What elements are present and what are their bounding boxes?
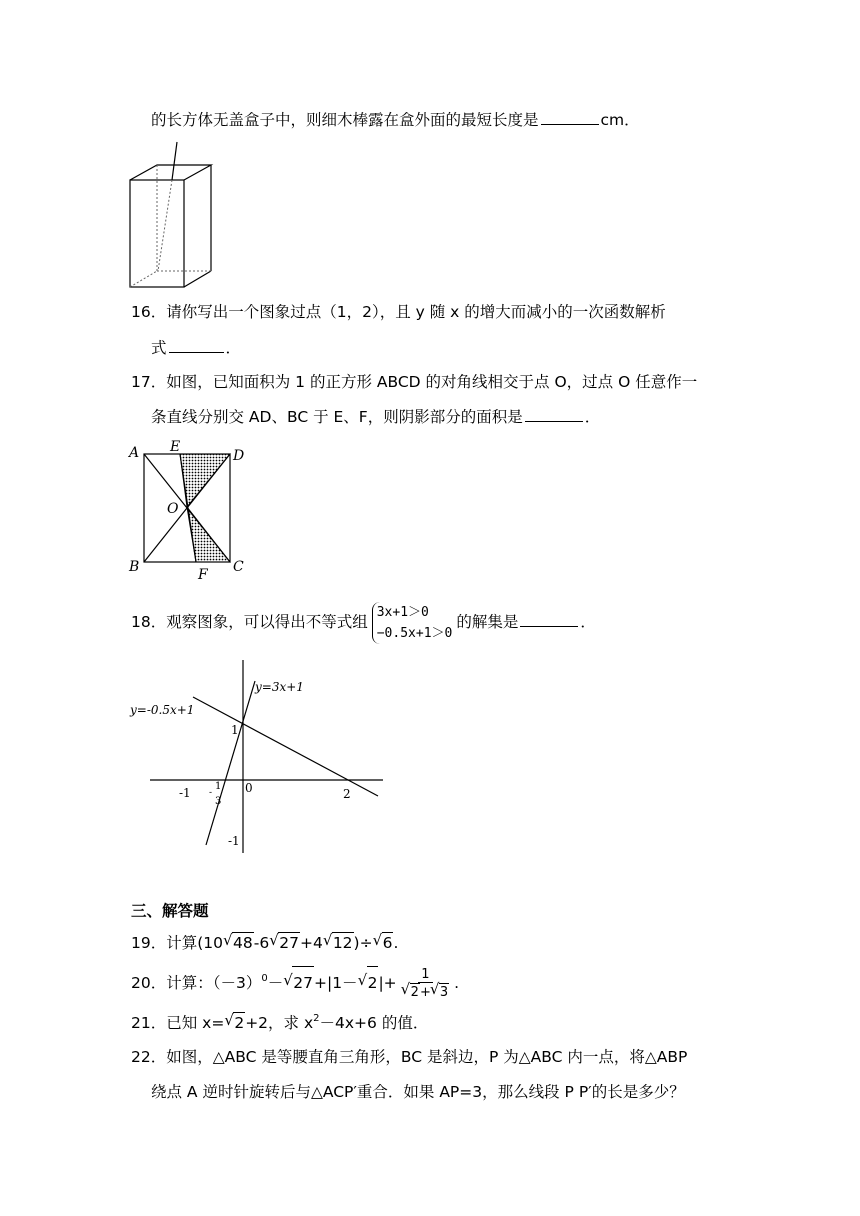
graph-figure <box>125 655 390 855</box>
tick-frac-num: 1 <box>215 781 222 792</box>
q20-exp: 0 <box>261 973 268 984</box>
q18-suffix: 的解集是 <box>456 613 519 631</box>
box-figure <box>125 140 220 290</box>
q20-prefix: 20．计算：（－3） <box>131 974 262 992</box>
sqrt-48: √ 48 <box>232 932 254 953</box>
q20-end: . <box>454 974 460 992</box>
q19-prefix: 19．计算 <box>131 934 198 952</box>
label-f: F <box>198 567 208 583</box>
answer-blank <box>169 338 224 353</box>
q21-exp: 2 <box>313 1013 320 1024</box>
q20-minus: － <box>267 974 284 992</box>
q19-mid2: +4 <box>299 934 323 952</box>
label-e: E <box>170 439 181 455</box>
fraction-denominator <box>399 983 452 1001</box>
tick-2: 2 <box>343 787 351 801</box>
line-label-05x: y=-0.5x+1 <box>130 703 195 717</box>
q19-open: (10 <box>197 934 224 952</box>
answer-blank <box>541 110 599 125</box>
label-a: A <box>129 445 140 461</box>
label-b: B <box>129 559 140 575</box>
inequality-system <box>372 602 453 644</box>
sqrt-12: √ 12 <box>332 932 354 953</box>
q21-suffix: －4x+6 的值． <box>319 1014 429 1032</box>
q18-prefix: 18．观察图象，可以得出不等式组 <box>131 613 368 631</box>
q22-line1: 22．如图，△ABC 是等腰直角三角形，BC 是斜边，P 为△ABC 内一点，将△ABP <box>131 1048 688 1066</box>
q19-mid1: -6 <box>253 934 270 952</box>
q20-abs-left: |1－ <box>326 974 358 992</box>
tick-minus-1: -1 <box>179 786 191 800</box>
inequality-2: −0.5x+1＞0 <box>376 625 453 641</box>
square-figure <box>125 438 255 583</box>
answer-blank <box>520 612 578 627</box>
q17-line2 <box>151 407 600 427</box>
sqrt-27: √ 27 <box>278 932 300 953</box>
label-o: O <box>167 501 179 517</box>
q21-prefix: 21．已知 x= <box>131 1014 225 1032</box>
tick-y-minus-1: -1 <box>228 834 240 848</box>
label-d: D <box>233 448 245 464</box>
tick-origin: 0 <box>245 781 253 795</box>
q19-line <box>131 932 398 953</box>
sqrt-27: √ 27 <box>292 966 314 999</box>
sqrt-2: √ 2 <box>367 966 379 999</box>
q20-line <box>131 966 459 1002</box>
sqrt-2: √ 2 <box>410 983 420 1001</box>
q16-line2 <box>151 338 241 358</box>
q21-mid: +2，求 x <box>245 1014 314 1032</box>
q16-end: ． <box>225 339 242 357</box>
q19-end: . <box>393 934 399 952</box>
answer-blank <box>525 407 583 422</box>
q15-line <box>151 110 640 130</box>
q17-end: ． <box>584 408 601 426</box>
q15-text: 的长方体无盖盒子中，则细木棒露在盒外面的最短长度是 <box>151 111 539 129</box>
q16-text: 式 <box>151 339 167 357</box>
q16-line1: 16．请你写出一个图象过点（1，2），且 y 随 x 的增大而减小的一次函数解析 <box>131 303 666 321</box>
label-c: C <box>233 559 244 575</box>
sqrt-2: √ 2 <box>233 1012 245 1033</box>
tick-frac-sign: - <box>209 788 213 798</box>
q22-line2: 绕点 A 逆时针旋转后与△ACP′重合．如果 AP=3，那么线段 P P′的长是多少？ <box>151 1083 685 1101</box>
q20-plus: + <box>313 974 327 992</box>
fraction-plus: + <box>419 984 431 1000</box>
fraction-numerator: 1 <box>418 967 432 983</box>
q17-line1: 17．如图，已知面积为 1 的正方形 ABCD 的对角线相交于点 O，过点 O 任意作一 <box>131 373 698 391</box>
tick-y-1: 1 <box>231 723 239 737</box>
inequality-1: 3x+1＞0 <box>376 604 429 620</box>
q18-end: ． <box>580 613 596 631</box>
q19-close: )÷ <box>353 934 373 952</box>
tick-frac-den: 3 <box>215 796 222 807</box>
fraction <box>399 967 452 1001</box>
section-title: 三、解答题 <box>131 902 209 920</box>
q18-line <box>131 598 596 646</box>
q17-text: 条直线分别交 AD、BC 于 E、F，则阴影部分的面积是 <box>151 408 523 426</box>
sqrt-6: √ 6 <box>382 932 394 953</box>
q21-line <box>131 1012 428 1036</box>
q20-abs-right: |+ <box>378 974 397 992</box>
q15-unit: cm． <box>600 111 640 129</box>
sqrt-3: √ 3 <box>439 983 449 1001</box>
line-label-3x: y=3x+1 <box>255 680 304 694</box>
